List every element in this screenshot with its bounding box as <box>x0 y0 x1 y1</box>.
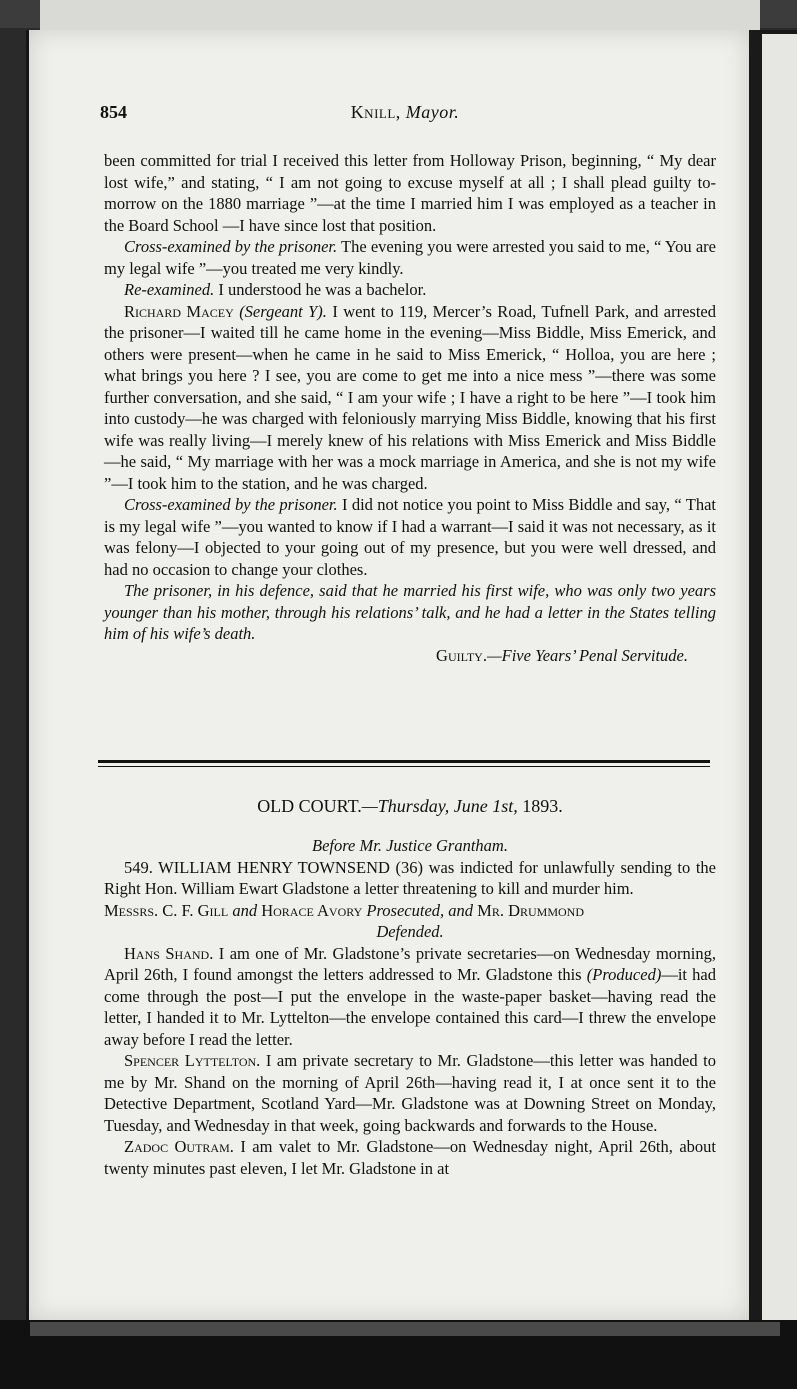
counsel-defence: Mr. Drummond <box>477 900 585 920</box>
trial-record-block-2 <box>104 835 716 1179</box>
running-title <box>100 102 710 123</box>
court-name: OLD COURT. <box>257 796 362 816</box>
shand-produced: (Produced) <box>586 965 662 984</box>
cross-examination-text-2: I did not notice you point to Miss Biddle and say, “ That is my legal wife ”—you wanted to know if I had a warrant—I said it was not necessary, as it was felony—I objected to your going out of my presence, but you were well dressed, and had no occasion to change your clothes. <box>104 495 716 579</box>
cross-examination-label: Cross-examined by the prisoner. <box>124 237 338 256</box>
section-divider-thick <box>98 760 710 763</box>
verdict-line <box>104 645 716 667</box>
court-date: —Thursday, June 1st, <box>361 796 518 816</box>
counsel-defended: Defended. <box>376 922 444 941</box>
adjacent-page-edge <box>762 34 797 1324</box>
outram-testimony-paragraph <box>104 1136 716 1179</box>
re-examination-label: Re-examined. <box>124 280 215 299</box>
counsel-defended-line <box>104 921 716 943</box>
cross-examination-paragraph-2 <box>104 494 716 580</box>
macey-testimony-text: I went to 119, Mercer’s Road, Tufnell Park, and arrested the prisoner—I waited till he came home in the evening—Miss Biddle, Miss Emerick, and others were present—when he came in he said to Miss Emerick, “ Holloa, you are here ; what brings you here ? I see, you are come to get me into a nice mess ”—there was some further conversation, and she said, “ I am your wife ; I have a right to be here ”—I took him into custody—he was charged with feloniously marrying Miss Biddle, knowing that his first wife was really living—I merely knew of his relations with Miss Emerick and Miss Biddle—he said, “ My marriage with her was a mock marriage in America, and she is not my wife ”—I took him to the station, and he was charged. <box>104 301 716 493</box>
witness-role: (Sergeant Y). <box>239 301 327 321</box>
cross-examination-text: The evening you were arrested you said to me, “ You are my legal wife ”—you treated me very kindly. <box>104 237 716 278</box>
counsel-paragraph <box>104 900 716 922</box>
shand-testimony-paragraph <box>104 943 716 1051</box>
case-number: 549. <box>124 857 153 877</box>
macey-testimony-paragraph <box>104 301 716 495</box>
running-title-role: Mayor. <box>405 102 460 122</box>
witness-name: Richard Macey <box>124 301 234 321</box>
indictment-text: (36) was indicted for unlawfully sending to the Right Hon. William Ewart Gladstone a letter threatening to kill and murder him. <box>104 857 716 898</box>
lyttelton-text: I am private secretary to Mr. Gladstone—this letter was handed to me by Mr. Shand on the morning of April 26th—having read it, I at once sent it to the Detective Department, Scotland Yard—Mr. Gladstone was at Downing Street on Monday, Tuesday, and Wednesday in that week, going backwards and forwards to the House. <box>104 1051 717 1135</box>
defence-text: The prisoner, in his defence, said that he married his first wife, who was only two years younger than his mother, through his relations’ talk, and he had a letter in the States telling him of his wife’s death. <box>104 581 716 643</box>
counsel-prosecution-2: Horace Avory <box>261 900 363 920</box>
trial-record-block-1 <box>104 150 716 666</box>
cross-examination-paragraph <box>104 236 716 279</box>
indictment-paragraph <box>104 857 716 900</box>
counsel-prosecuted: Prosecuted, and <box>362 900 478 920</box>
section-divider-thin <box>98 766 710 767</box>
witness-testimony-paragraph: been committed for trial I received this letter from Holloway Prison, beginning, “ My dear lost wife,” and stating, “ I am not going to excuse myself at all ; I shall plead guilty to-morrow on the 1880 marriage ”—at the time I married him I was employed as a teacher in the Board School —I have since lost that position. <box>104 151 716 235</box>
re-examination-paragraph <box>104 279 716 301</box>
outram-text: I am valet to Mr. Gladstone—on Wednesday night, April 26th, about twenty minutes past eleven, I let Mr. Gladstone in at <box>104 1137 716 1178</box>
verdict-label: Guilty. <box>436 645 487 665</box>
running-title-name: Knill, <box>350 102 401 122</box>
bottom-page-shadow <box>30 1322 780 1336</box>
counsel-prosecution-1: Messrs. C. F. Gill <box>104 900 229 920</box>
re-examination-text: I understood he was a bachelor. <box>214 280 427 299</box>
cross-examination-label-2: Cross-examined by the prisoner. <box>124 495 338 514</box>
lyttelton-testimony-paragraph <box>104 1050 716 1136</box>
court-year: 1893. <box>517 796 563 816</box>
defence-paragraph <box>104 580 716 645</box>
counsel-and: and <box>228 900 262 920</box>
judge-text: Before Mr. Justice Grantham. <box>312 836 508 855</box>
verdict-sentence: —Five Years’ Penal Servitude. <box>486 645 688 665</box>
witness-name-lyttelton: Spencer Lyttelton. <box>124 1051 261 1070</box>
witness-name-shand: Hans Shand. <box>124 943 214 963</box>
shand-text-2: —it had come through the post—I put the envelope in the waste-paper basket—having read the letter, I handed it to Mr. Lyttelton—the envelope contained this card—I threw the envelope away before I read the letter. <box>104 965 716 1049</box>
court-heading <box>104 796 716 817</box>
defendant-name: WILLIAM HENRY TOWNSEND <box>152 857 390 877</box>
judge-line <box>104 835 716 857</box>
top-page-fold <box>40 0 760 32</box>
running-header <box>100 102 710 128</box>
page-number: 854 <box>100 102 127 122</box>
shand-text-1: I am one of Mr. Gladstone’s private secretaries—on Wednesday morning, April 26th, I found amongst the letters addressed to Mr. Gladstone this <box>104 943 716 984</box>
witness-name-outram: Zadoc Outram. <box>124 1137 234 1156</box>
